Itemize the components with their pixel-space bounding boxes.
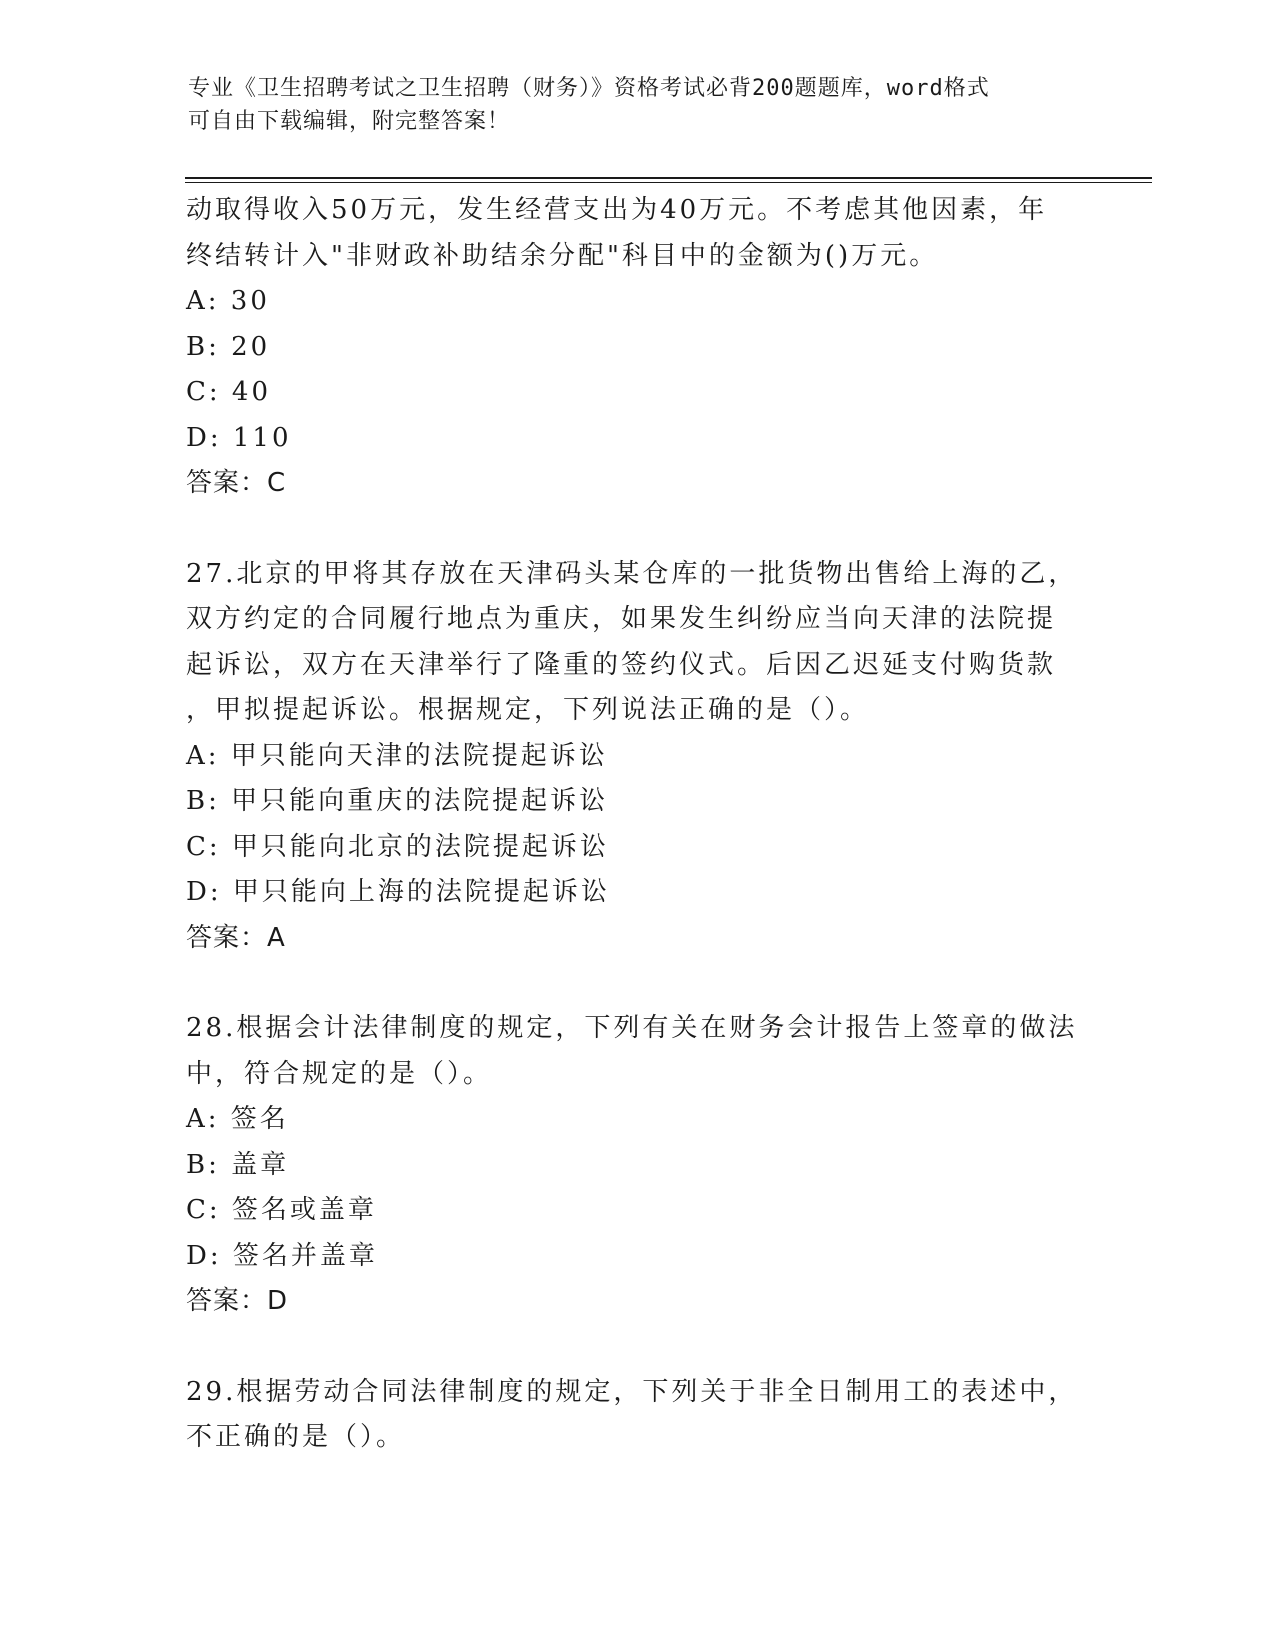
option-c: C: 甲只能向北京的法院提起诉讼 (186, 831, 609, 862)
option-d: D: 甲只能向上海的法院提起诉讼 (186, 877, 610, 907)
question-text-line: 中，符合规定的是（）。 (186, 1058, 493, 1089)
question-text-line: 终结转计入"非财政补助结余分配"科目中的金额为()万元。 (186, 240, 939, 271)
question-text-line: 动取得收入50万元，发生经营支出为40万元。不考虑其他因素，年 (186, 195, 1048, 225)
option-a: A: 甲只能向天津的法院提起诉讼 (186, 740, 608, 771)
option-c: C: 40 (186, 377, 272, 407)
header-divider-thin (185, 182, 1152, 183)
question-29 (186, 1370, 1086, 1461)
question-text-line: 不正确的是（）。 (186, 1422, 406, 1452)
option-b: B: 甲只能向重庆的法院提起诉讼 (186, 786, 609, 816)
header-divider-thick (185, 177, 1152, 179)
question-text-line: 双方约定的合同履行地点为重庆，如果发生纠纷应当向天津的法院提 (186, 604, 1057, 634)
header-line-1: 专业《卫生招聘考试之卫生招聘（财务）》资格考试必背200题题库，word格式 (188, 76, 990, 101)
option-c: C: 签名或盖章 (186, 1195, 377, 1225)
answer: 答案：C (186, 468, 287, 498)
option-b: B: 20 (186, 331, 271, 362)
question-27 (186, 552, 1086, 962)
spacer (186, 961, 1086, 1006)
header-line-2: 可自由下载编辑，附完整答案！ (188, 109, 511, 134)
question-26 (186, 188, 1086, 507)
option-d: D: 签名并盖章 (186, 1240, 378, 1271)
question-text-line: 27.北京的甲将其存放在天津码头某仓库的一批货物出售给上海的乙， (186, 558, 1078, 589)
question-list (186, 188, 1086, 1461)
question-text-line: 28.根据会计法律制度的规定，下列有关在财务会计报告上签章的做法 (186, 1013, 1078, 1043)
answer: 答案：D (186, 1286, 289, 1316)
option-a: A: 30 (186, 286, 270, 316)
question-text-line: 起诉讼，双方在天津举行了隆重的签约仪式。后因乙迟延支付购货款 (186, 649, 1057, 680)
answer: 答案：A (186, 922, 286, 953)
spacer (186, 507, 1086, 552)
spacer (186, 1325, 1086, 1370)
option-d: D: 110 (186, 422, 292, 453)
question-28 (186, 1006, 1086, 1325)
option-b: B: 盖章 (186, 1149, 290, 1180)
document-header (188, 72, 1088, 138)
question-text-line: 29.根据劳动合同法律制度的规定，下列关于非全日制用工的表述中， (186, 1376, 1078, 1407)
option-a: A: 签名 (186, 1104, 289, 1134)
question-text-line: ，甲拟提起诉讼。根据规定，下列说法正确的是（）。 (186, 695, 870, 725)
